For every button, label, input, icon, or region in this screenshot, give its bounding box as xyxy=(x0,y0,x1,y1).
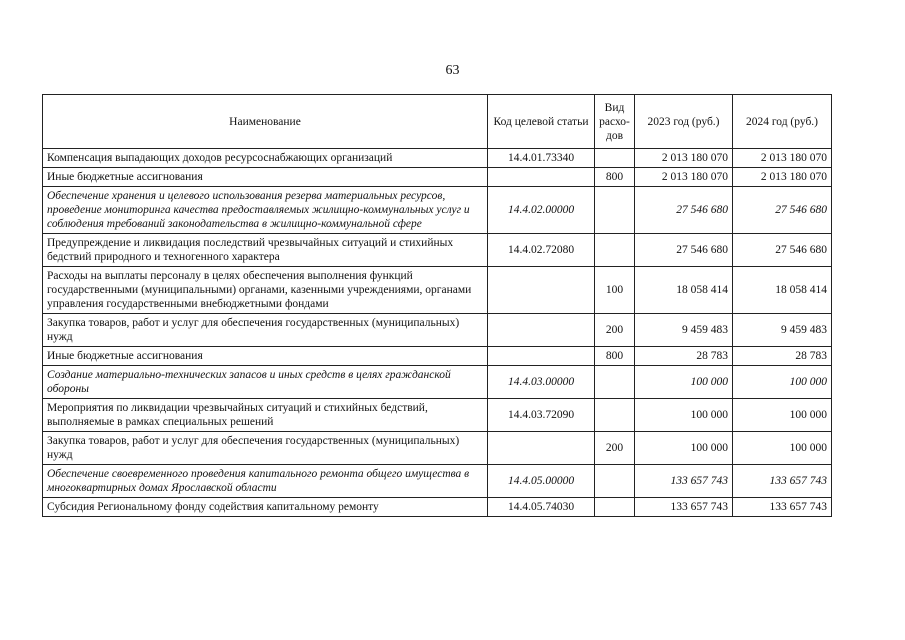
table-cell-2024: 100 000 xyxy=(733,399,832,432)
table-cell-2023: 27 546 680 xyxy=(635,187,733,234)
table-cell-2023: 27 546 680 xyxy=(635,234,733,267)
table-cell-2023: 28 783 xyxy=(635,347,733,366)
table-cell-name: Иные бюджетные ассигнования xyxy=(43,168,488,187)
table-body xyxy=(43,149,832,517)
table-cell-type xyxy=(595,399,635,432)
table-cell-name: Обеспечение хранения и целевого использования резерва материальных ресурсов, проведение мониторинга качества предоставляемых жилищно-коммунальных услуг и соблюдения требований законодательства в жилищно-коммунальной сфере xyxy=(43,187,488,234)
table-row xyxy=(43,347,832,366)
page-number: 63 xyxy=(445,63,460,78)
table-cell-code xyxy=(488,267,595,314)
table-cell-code xyxy=(488,168,595,187)
table-cell-name: Расходы на выплаты персоналу в целях обеспечения выполнения функций государственными (муниципальными) органами, казенными учреждениями, органами управления государственными внебюджетными фондами xyxy=(43,267,488,314)
table-cell-2024: 27 546 680 xyxy=(733,187,832,234)
table-cell-name: Мероприятия по ликвидации чрезвычайных ситуаций и стихийных бедствий, выполняемые в рамках специальных решений xyxy=(43,399,488,432)
table-cell-code xyxy=(488,314,595,347)
table-cell-code: 14.4.01.73340 xyxy=(488,149,595,168)
table-row xyxy=(43,465,832,498)
table-cell-type xyxy=(595,465,635,498)
header-name: Наименование xyxy=(43,95,488,149)
table-cell-type: 200 xyxy=(595,314,635,347)
table-cell-name: Создание материально-технических запасов и иных средств в целях гражданской обороны xyxy=(43,366,488,399)
table-cell-2024: 133 657 743 xyxy=(733,498,832,517)
table-cell-type xyxy=(595,149,635,168)
header-code: Код целевой статьи xyxy=(488,95,595,149)
table-cell-type: 100 xyxy=(595,267,635,314)
table-cell-name: Субсидия Региональному фонду содействия капитальному ремонту xyxy=(43,498,488,517)
table-cell-2024: 27 546 680 xyxy=(733,234,832,267)
table-cell-name: Закупка товаров, работ и услуг для обеспечения государственных (муниципальных) нужд xyxy=(43,432,488,465)
table-cell-code: 14.4.05.74030 xyxy=(488,498,595,517)
table-cell-2024: 133 657 743 xyxy=(733,465,832,498)
table-cell-name: Обеспечение своевременного проведения капитального ремонта общего имущества в многоквартирных домах Ярославской области xyxy=(43,465,488,498)
table-row xyxy=(43,314,832,347)
table-cell-2023: 100 000 xyxy=(635,432,733,465)
table-cell-2023: 100 000 xyxy=(635,399,733,432)
table-row xyxy=(43,187,832,234)
table-cell-type: 800 xyxy=(595,347,635,366)
table-cell-code xyxy=(488,347,595,366)
table-cell-name: Закупка товаров, работ и услуг для обеспечения государственных (муниципальных) нужд xyxy=(43,314,488,347)
table-cell-2023: 2 013 180 070 xyxy=(635,149,733,168)
table-cell-code xyxy=(488,432,595,465)
table-cell-name: Компенсация выпадающих доходов ресурсоснабжающих организаций xyxy=(43,149,488,168)
table-cell-2024: 18 058 414 xyxy=(733,267,832,314)
table-cell-2023: 133 657 743 xyxy=(635,465,733,498)
table-row xyxy=(43,498,832,517)
table-cell-2024: 9 459 483 xyxy=(733,314,832,347)
table-cell-code: 14.4.03.72090 xyxy=(488,399,595,432)
table-cell-type xyxy=(595,498,635,517)
header-2023: 2023 год (руб.) xyxy=(635,95,733,149)
table-cell-2024: 100 000 xyxy=(733,366,832,399)
table-header-row xyxy=(43,95,832,149)
table-cell-code: 14.4.02.72080 xyxy=(488,234,595,267)
table-cell-type xyxy=(595,234,635,267)
table-cell-2024: 100 000 xyxy=(733,432,832,465)
table-cell-name: Иные бюджетные ассигнования xyxy=(43,347,488,366)
table-cell-2023: 2 013 180 070 xyxy=(635,168,733,187)
table-row xyxy=(43,366,832,399)
table-cell-2023: 9 459 483 xyxy=(635,314,733,347)
table-row xyxy=(43,267,832,314)
table-cell-2023: 100 000 xyxy=(635,366,733,399)
table-cell-code: 14.4.03.00000 xyxy=(488,366,595,399)
header-2024: 2024 год (руб.) xyxy=(733,95,832,149)
table-row xyxy=(43,432,832,465)
budget-table xyxy=(42,94,832,517)
table-row xyxy=(43,149,832,168)
table-cell-2024: 2 013 180 070 xyxy=(733,168,832,187)
table-cell-code: 14.4.02.00000 xyxy=(488,187,595,234)
header-type: Вид расхо-дов xyxy=(595,95,635,149)
table-cell-2023: 18 058 414 xyxy=(635,267,733,314)
table-row xyxy=(43,168,832,187)
table-cell-type: 200 xyxy=(595,432,635,465)
table-cell-name: Предупреждение и ликвидация последствий чрезвычайных ситуаций и стихийных бедствий природного и техногенного характера xyxy=(43,234,488,267)
table-cell-2024: 2 013 180 070 xyxy=(733,149,832,168)
table-cell-code: 14.4.05.00000 xyxy=(488,465,595,498)
table-cell-type xyxy=(595,187,635,234)
table-cell-type: 800 xyxy=(595,168,635,187)
table-cell-2024: 28 783 xyxy=(733,347,832,366)
table-cell-2023: 133 657 743 xyxy=(635,498,733,517)
table-cell-type xyxy=(595,366,635,399)
table-row xyxy=(43,234,832,267)
table-row xyxy=(43,399,832,432)
